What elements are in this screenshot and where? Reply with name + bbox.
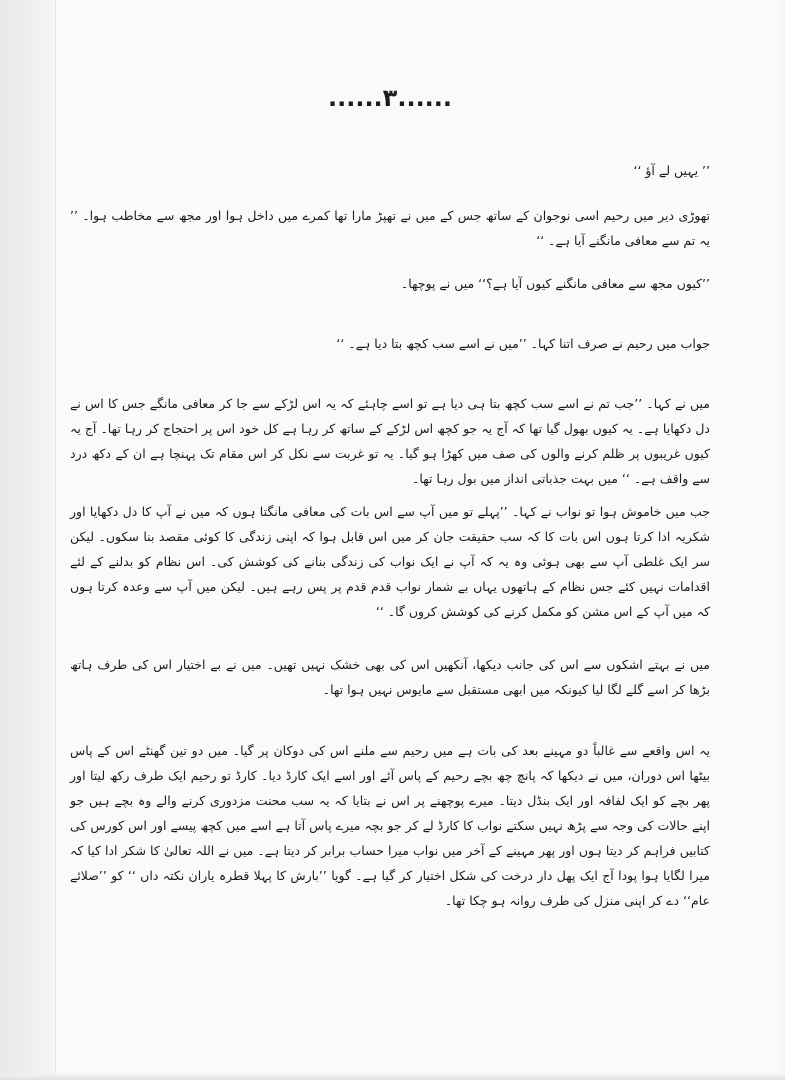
paragraph-3: ’’کیوں مجھ سے معافی مانگنے کیوں آیا ہے؟‘‘ میں نے پوچھا۔	[400, 276, 710, 291]
scan-margin-bottom	[0, 1074, 785, 1080]
paragraph-5: میں نے کہا۔ ’’جب تم نے اسے سب کچھ بتا ہی دیا ہے تو اسے چاہئے کہ یہ اس لڑکے سے جا کر معافی مانگے جس کا اس نے دل دکھایا ہے۔ یہ کیوں بھول گیا تھا کہ آج یہ جو کچھ اس لڑکے کے ساتھ کر رہا ہے کل خود اس پر احتجاج کر رہا تھا۔ آج یہ کیوں غریبوں پر ظلم کرنے والوں کی صف میں کھڑا ہو گیا۔ یہ تو غربت سے نکل کر اس مقام تک پہنچا ہے ان کے دکھ درد سے واقف ہے۔ ‘‘ میں بہت جذباتی انداز میں بول رہا تھا۔	[70, 396, 710, 486]
paragraph-4: جواب میں رحیم نے صرف اتنا کہا۔ ’’میں نے اسے سب کچھ بتا دیا ہے۔ ‘‘	[336, 336, 710, 351]
paragraph-6: جب میں خاموش ہوا تو نواب نے کہا۔ ’’پہلے تو میں آپ سے اس بات کی معافی مانگتا ہوں کہ میں نے آپ کا دل دکھایا اور شکریہ ادا کرتا ہوں اس بات کا کہ سب حقیقت جان کر میں اس قابل ہوا کہ اپنی زندگی کا کوئی مقصد بنا سکوں۔ لیکن سر ایک غلطی آپ سے بھی ہوئی وہ یہ کہ آپ نے ایک نواب کی زندگی بنانے کی کوشش کی۔ اس نظام کو بدلنے کے لئے اقدامات نہیں کئے جس نظام کے ہاتھوں یہاں بے شمار نواب قدم قدم پر پس رہے ہیں۔ لیکن میں آپ سے وعدہ کرتا ہوں کہ میں آپ کے اس مشن کو مکمل کرنے کی کوشش کروں گا۔ ‘‘	[70, 504, 710, 619]
paragraph-1: ’’ یہیں لے آؤ ‘‘	[633, 163, 710, 178]
paragraph-2: تھوڑی دیر میں رحیم اسی نوجوان کے ساتھ جس کے میں نے تھپڑ مارا تھا کمرے میں داخل ہوا اور مجھ سے مخاطب ہوا۔ ’’ یہ تم سے معافی مانگنے آیا ہے۔ ‘‘	[70, 208, 710, 248]
page-content	[70, 0, 710, 1080]
scan-margin-left	[0, 0, 55, 1080]
paragraph-7: میں نے بہتے اشکوں سے اس کی جانب دیکھا، آنکھیں اس کی بھی خشک نہیں تھیں۔ میں نے بے اختیار اس کی طرف ہاتھ بڑھا کر اسے گلے لگا لیا کیونکہ میں ابھی مستقبل سے مایوس نہیں ہوا تھا۔	[70, 657, 710, 697]
paragraph-8: یہ اس واقعے سے غالباً دو مہینے بعد کی بات ہے میں رحیم سے ملنے اس کی دوکان پر گیا۔ میں دو تین گھنٹے اس کے پاس بیٹھا اس دوران، میں نے دیکھا کہ پانچ چھ بچے رحیم کے پاس آئے اور اسے ایک کارڈ دیا۔ کارڈ تو رحیم ایک طرف رکھ لیتا اور پھر بچے کو ایک لفافہ اور ایک بنڈل دیتا۔ میرے پوچھنے پر اس نے بتایا کہ یہ سب محنت مزدوری کرنے والے وہ بچے ہیں جو اپنے حالات کی وجہ سے پڑھ نہیں سکتے نواب کا کارڈ لے کر جو بچہ میرے پاس آتا ہے اسے میں کچھ پیسے اور اس کورس کی کتابیں فراہم کر دیتا ہوں اور پھر مہینے کے آخر میں نواب میرا حساب برابر کر دیتا ہے۔ میں نے اللہ تعالیٰ کا شکر ادا کیا کہ میرا لگایا ہوا پودا آج ایک پھل دار درخت کی شکل اختیار کر گیا ہے۔ گویا ’’بارش کا پہلا قطرہ یاران نکتہ داں ‘‘ کو ’’صلائے عام‘‘ دے کر اپنی منزل کی طرف روانہ ہو چکا تھا۔	[70, 743, 710, 908]
chapter-number-heading: ......۳......	[327, 84, 453, 112]
